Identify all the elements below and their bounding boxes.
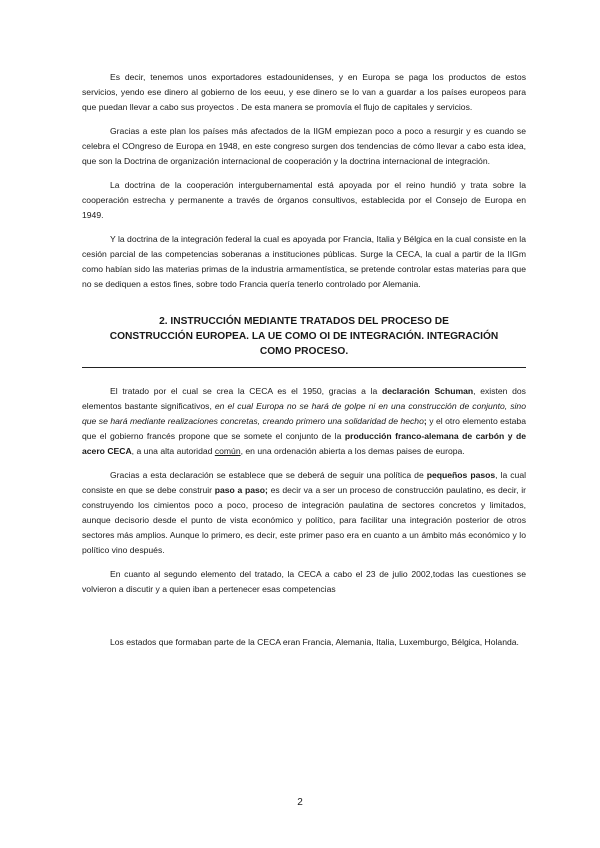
p5-underline-comun: común [214,446,241,456]
p6-text-f: es decir va a ser un proceso de construcción paulatino, es decir, ir construyendo los cimientos poco a poco, proceso de integración paulatina de sectores concretos y limitados, aunque decisorio desde el punto de vista económico y político, para facilitar una integración posterior de otros sectores más amplios. Aunque lo primero, es decir, este primer paso era en cuanto a un ámbito más económico y lo político vino después. [82,485,526,555]
paragraph-8: Los estados que formaban parte de la CECA eran Francia, Alemania, Italia, Luxemburgo, Bélgica, Holanda. [110,637,519,647]
document-page [82,70,526,650]
p6-text-a: Gracias a esta declaración se establece que se deberá de seguir una política de [110,470,427,480]
paragraph-4: Y la doctrina de la integración federal la cual es apoyada por Francia, Italia y Bélgica en la cual consiste en la cesión parcial de las competencias soberanas a instituciones públicas. Surge la CECA, la cual a partir de la IIGm como habían sido las materias primas de la industria armamentística, se pretende controlar estas materias para que no se dediquen a estos fines, sobre todo Francia quería tenerlo controlado por Alemania. [82,234,526,289]
heading-line-3: COMO PROCESO. [259,346,349,357]
paragraph-3: La doctrina de la cooperación intergubernamental está apoyada por el reino hundió y trata sobre la cooperación estrecha y permanente a través de órganos consultivos, establecida por el Consejo de Europa en 1949. [82,180,526,220]
p5-text-c: , existen dos elementos bastante significativos, [82,386,526,411]
paragraph-5 [82,384,526,459]
paragraph-2: Gracias a este plan los países más afectados de la IIGM empiezan poco a poco a resurgir y es cuando se celebra el COngreso de Europa en 1948, en este congreso surgen dos tendencias de cómo llevar a cabo esta idea, que son la Doctrina de organización internacional de cooperación y la doctrina internacional de integración. [82,126,526,166]
p5-text-a: El tratado por el cual se crea la CECA es el 1950, gracias a la [110,386,382,396]
p6-text-c: , la cual consiste en que se debe construir [82,470,527,495]
p6-bold-semicolon: ; [265,485,268,495]
paragraph-6 [82,468,526,558]
p5-text-j: , en una ordenación abierta a los demas paises de europa. [240,446,465,456]
heading-line-2: CONSTRUCCIÓN EUROPEA. LA UE COMO OI DE INTEGRACIÓN. INTEGRACIÓN [109,331,499,342]
p5-text-h: , a una alta autoridad [131,446,215,456]
p5-bold-schuman: declaración Schuman [381,386,474,396]
paragraph-1: Es decir, tenemos unos exportadores estadounidenses, y en Europa se paga los productos de estos servicios, yendo ese dinero al gobierno de los eeuu, y ese dinero se lo van a guardar a los países europeos para que puedan llevar a cabo sus proyectos . De esta manera se promovía el flujo de capitales y servicios. [82,72,526,112]
p6-bold-pequenos-pasos: pequeños pasos [426,470,496,480]
p5-text-f: y el otro elemento estaba que el gobierno francés propone que se somete el conjunto de la [82,416,526,441]
section-heading [82,314,526,359]
p5-bold-ceca: producción franco-alemana de carbón y de acero CECA [82,431,526,456]
p6-bold-paso-a-paso: paso a paso [214,485,266,495]
heading-line-1: 2. INSTRUCCIÓN MEDIANTE TRATADOS DEL PROCESO DE [159,316,449,327]
p5-italic-quote: en el cual Europa no se hará de golpe ni en una construcción de conjunto, sino que se hará mediante realizaciones concretas, creando primero una solidaridad de hecho [82,401,526,426]
page-number: 2 [297,797,303,808]
p5-bold-semicolon: ; [423,416,427,426]
paragraph-7: En cuanto al segundo elemento del tratado, la CECA a cabo el 23 de julio 2002,todas las cuestiones se volvieron a discutir y a quien iban a pertenecer esas competencias [82,569,526,594]
